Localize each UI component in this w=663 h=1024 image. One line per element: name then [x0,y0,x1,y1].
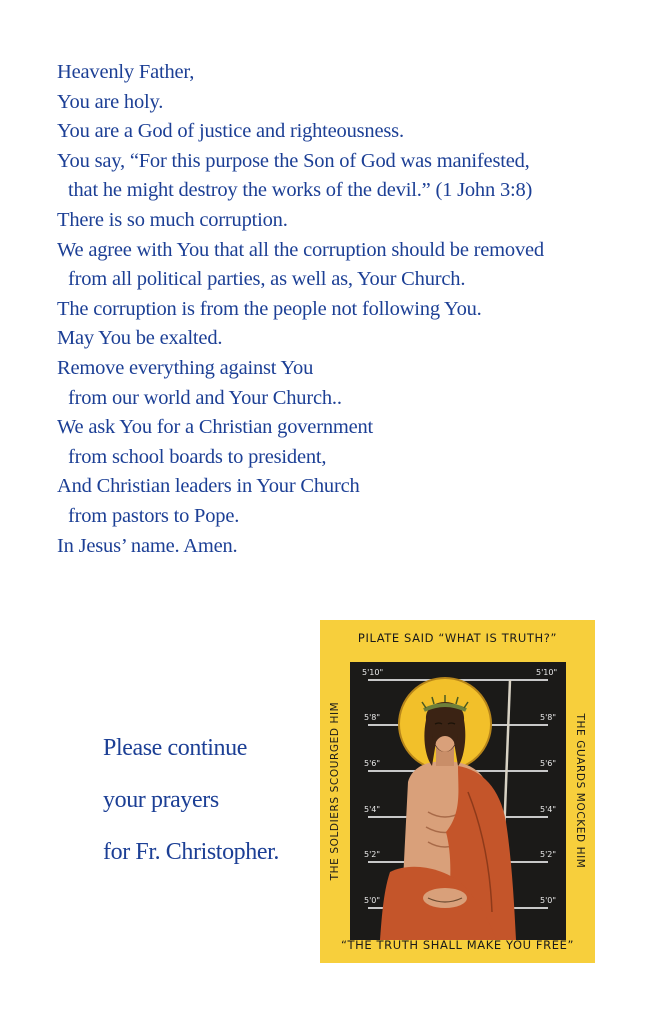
prayer-line: from pastors to Pope. [68,504,240,527]
prayer-line: Remove everything against You [57,356,314,379]
prayer-line: We agree with You that all the corruption should be removed [57,238,544,261]
prayer-line: There is so much corruption. [57,208,288,231]
height-mark: 5'4" [364,805,381,814]
icon-panel [350,662,566,940]
height-mark: 5'0" [540,896,557,905]
height-mark: 5'4" [540,805,557,814]
height-mark: 5'10" [362,668,384,677]
height-mark: 5'2" [540,850,557,859]
prayer-line: from all political parties, as well as, Your Church. [68,268,466,291]
prayer-line: We ask You for a Christian government [57,416,374,439]
request-line: Please continue [103,735,247,761]
christ-icon-image [320,620,595,963]
prayer-line: And Christian leaders in Your Church [57,475,360,498]
prayer-line: May You be exalted. [57,327,223,350]
prayer-line: You are holy. [57,90,164,113]
icon-bottom-caption: “THE TRUTH SHALL MAKE YOU FREE” [340,938,575,952]
prayer-line: You are a God of justice and righteousness. [57,120,404,143]
request-line: for Fr. Christopher. [103,839,279,865]
height-mark: 5'10" [536,668,558,677]
prayer-line: from school boards to president, [68,445,327,468]
height-mark: 5'6" [540,759,557,768]
height-mark: 5'8" [364,713,381,722]
prayer-line: Heavenly Father, [57,61,195,83]
request-line: your prayers [103,787,219,813]
prayer-request [103,722,279,878]
icon-left-caption: THE SOLDIERS SCOURGED HIM [329,701,341,881]
christ-figure-illustration [350,662,566,940]
height-mark: 5'2" [364,850,381,859]
icon-right-caption: THE GUARDS MOCKED HIM [574,713,586,869]
prayer-line: that he might destroy the works of the devil.” (1 John 3:8) [68,179,533,202]
bound-hands [423,888,467,908]
prayer-line: The corruption is from the people not following You. [57,297,482,320]
height-mark: 5'6" [364,759,381,768]
icon-top-caption: PILATE SAID “WHAT IS TRUTH?” [357,631,558,645]
prayer-line: from our world and Your Church.. [68,386,342,409]
height-mark: 5'8" [540,713,557,722]
height-mark: 5'0" [364,896,381,905]
prayer-text [57,58,637,561]
prayer-line: In Jesus’ name. Amen. [57,534,238,557]
prayer-line: You say, “For this purpose the Son of God was manifested, [57,149,530,172]
